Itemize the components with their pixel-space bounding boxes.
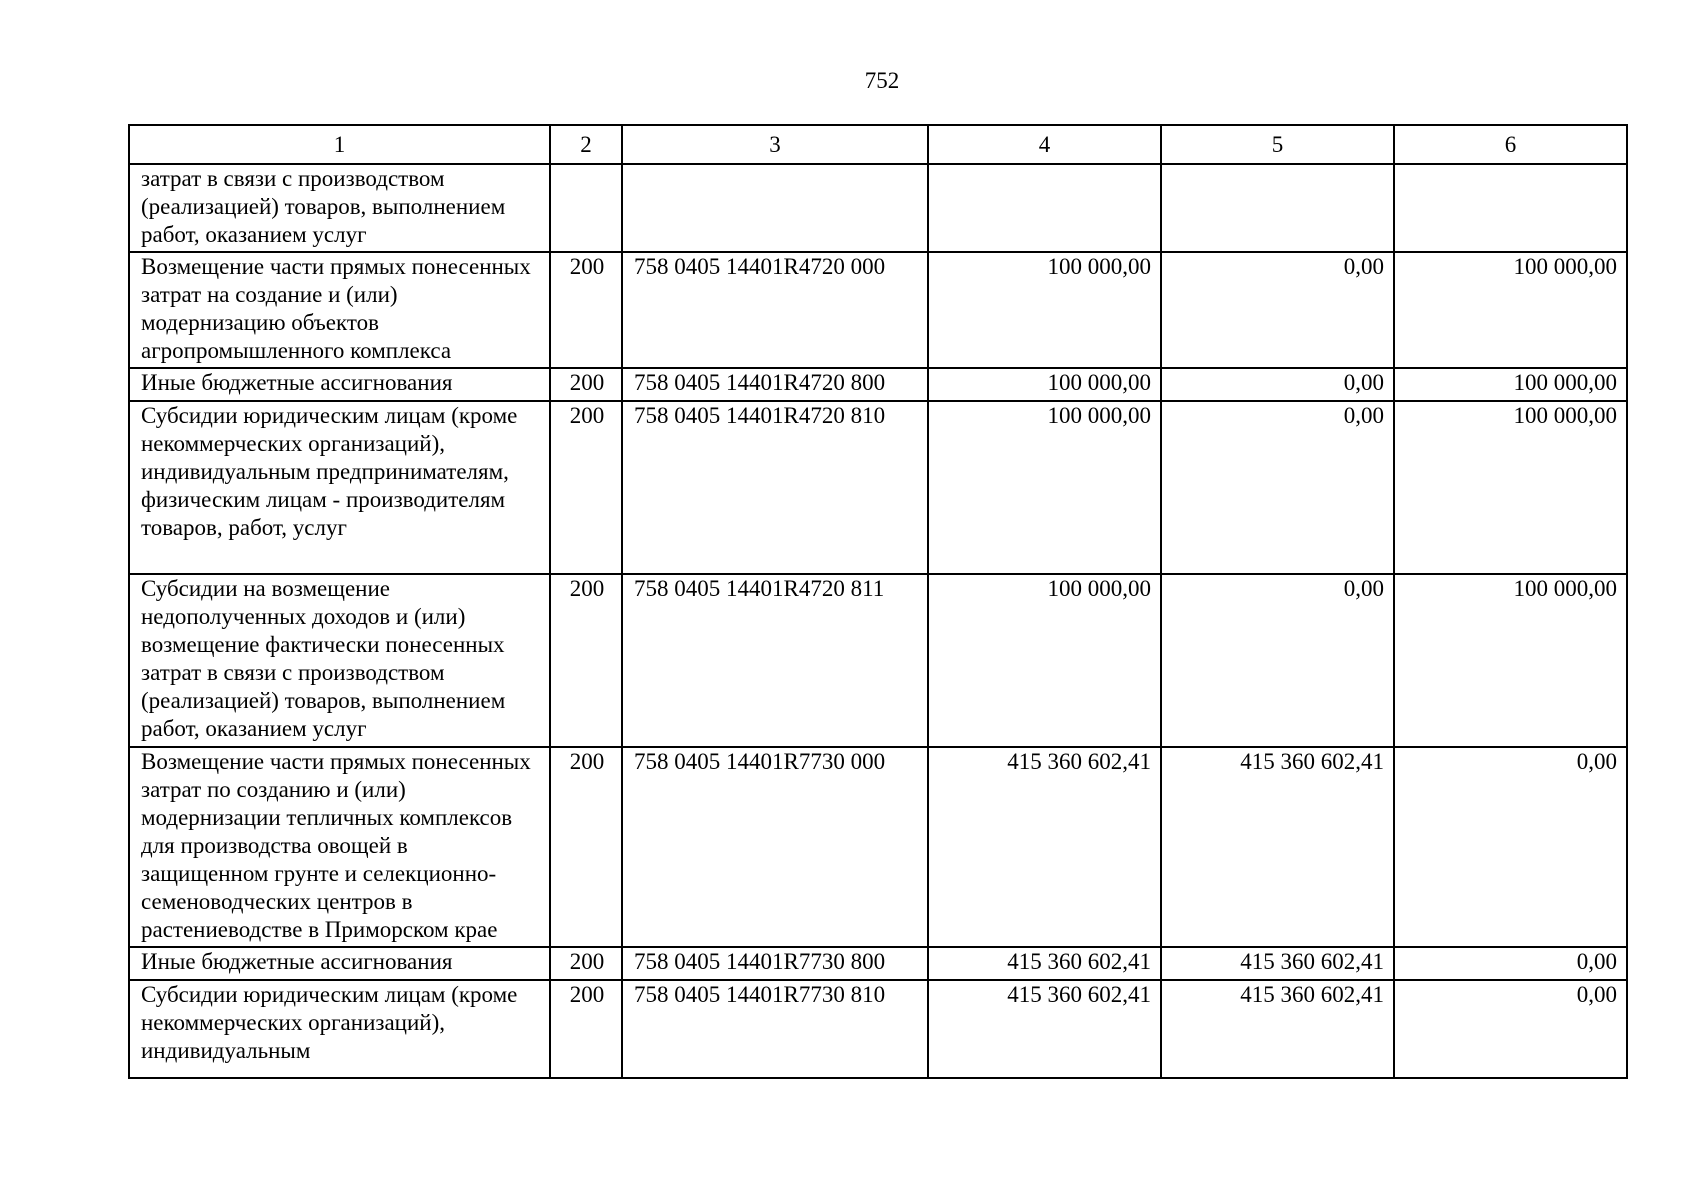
row-value-5: 415 360 602,41	[1161, 980, 1394, 1078]
row-code: 758 0405 14401R4720 800	[622, 368, 928, 401]
row-value-5: 0,00	[1161, 401, 1394, 574]
row-value-6: 0,00	[1394, 980, 1627, 1078]
row-code: 758 0405 14401R7730 800	[622, 947, 928, 980]
row-name: Субсидии юридическим лицам (кроме некоммерческих организаций), индивидуальным	[129, 980, 550, 1078]
row-value-4: 100 000,00	[928, 368, 1161, 401]
row-code	[622, 164, 928, 252]
row-name: Субсидии юридическим лицам (кроме некоммерческих организаций), индивидуальным предпринимателям, физическим лицам - производителям товаров, работ, услуг	[129, 401, 550, 574]
column-header-4: 4	[928, 125, 1161, 164]
row-value-5: 0,00	[1161, 368, 1394, 401]
row-section: 200	[550, 368, 622, 401]
table-row	[129, 252, 1627, 368]
row-value-4: 415 360 602,41	[928, 947, 1161, 980]
row-value-5: 415 360 602,41	[1161, 747, 1394, 947]
table-row	[129, 164, 1627, 252]
column-header-5: 5	[1161, 125, 1394, 164]
row-value-6	[1394, 164, 1627, 252]
budget-table	[128, 124, 1628, 1079]
column-header-1: 1	[129, 125, 550, 164]
table-row	[129, 368, 1627, 401]
row-value-4: 415 360 602,41	[928, 980, 1161, 1078]
row-code: 758 0405 14401R7730 000	[622, 747, 928, 947]
row-value-5: 0,00	[1161, 252, 1394, 368]
column-header-6: 6	[1394, 125, 1627, 164]
row-section	[550, 164, 622, 252]
row-value-6: 100 000,00	[1394, 574, 1627, 747]
row-code: 758 0405 14401R4720 810	[622, 401, 928, 574]
row-value-6: 100 000,00	[1394, 401, 1627, 574]
row-section: 200	[550, 747, 622, 947]
row-value-4: 100 000,00	[928, 252, 1161, 368]
column-header-2: 2	[550, 125, 622, 164]
row-value-5: 0,00	[1161, 574, 1394, 747]
row-value-4: 100 000,00	[928, 574, 1161, 747]
row-value-6: 100 000,00	[1394, 368, 1627, 401]
row-section: 200	[550, 401, 622, 574]
row-value-4: 100 000,00	[928, 401, 1161, 574]
row-code: 758 0405 14401R4720 811	[622, 574, 928, 747]
row-value-4	[928, 164, 1161, 252]
row-name: Иные бюджетные ассигнования	[129, 368, 550, 401]
row-section: 200	[550, 980, 622, 1078]
table-row	[129, 947, 1627, 980]
row-name: затрат в связи с производством (реализацией) товаров, выполнением работ, оказанием услуг	[129, 164, 550, 252]
row-value-4: 415 360 602,41	[928, 747, 1161, 947]
row-section: 200	[550, 947, 622, 980]
table-row	[129, 747, 1627, 947]
table-row	[129, 574, 1627, 747]
row-name: Иные бюджетные ассигнования	[129, 947, 550, 980]
row-value-5	[1161, 164, 1394, 252]
row-value-6: 0,00	[1394, 747, 1627, 947]
column-header-3: 3	[622, 125, 928, 164]
row-name: Возмещение части прямых понесенных затрат на создание и (или) модернизацию объектов агропромышленного комплекса	[129, 252, 550, 368]
row-code: 758 0405 14401R4720 000	[622, 252, 928, 368]
table-row	[129, 401, 1627, 574]
row-section: 200	[550, 252, 622, 368]
row-section: 200	[550, 574, 622, 747]
table-row	[129, 980, 1627, 1078]
header-row	[129, 125, 1627, 164]
row-value-6: 0,00	[1394, 947, 1627, 980]
row-code: 758 0405 14401R7730 810	[622, 980, 928, 1078]
row-name: Субсидии на возмещение недополученных доходов и (или) возмещение фактически понесенных затрат в связи с производством (реализацией) товаров, выполнением работ, оказанием услуг	[129, 574, 550, 747]
row-value-6: 100 000,00	[1394, 252, 1627, 368]
row-name: Возмещение части прямых понесенных затрат по созданию и (или) модернизации тепличных комплексов для производства овощей в защищенном грунте и селекционно-семеноводческих центров в растениеводстве в Приморском крае	[129, 747, 550, 947]
row-value-5: 415 360 602,41	[1161, 947, 1394, 980]
page-number: 752	[864, 68, 900, 93]
